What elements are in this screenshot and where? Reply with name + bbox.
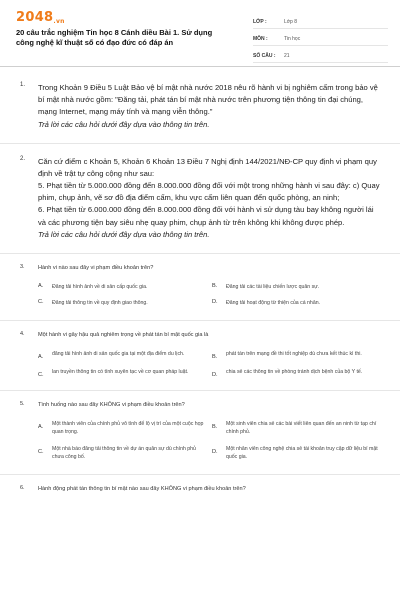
document-meta (253, 12, 388, 63)
meta-row-class (253, 12, 388, 29)
meta-label: SỐ CÂU : (253, 53, 276, 59)
answer-option-d[interactable] (212, 368, 380, 378)
question-text: Tình huống nào sau đây KHÔNG vi phạm điều khoản trên? (38, 401, 185, 408)
question-number: 1. (20, 82, 26, 88)
question-text: Một hành vi gây hậu quả nghiêm trọng về phát tán bí mật quốc gia là (38, 331, 209, 338)
option-letter: B. (212, 353, 218, 360)
option-letter: A. (38, 423, 44, 430)
answer-option-c[interactable] (38, 368, 206, 378)
question-3 (0, 254, 400, 320)
meta-row-subject (253, 29, 388, 46)
option-letter: C. (38, 448, 44, 455)
meta-label: MÔN : (253, 36, 268, 42)
meta-value: 21 (284, 53, 290, 59)
answer-option-b[interactable] (212, 420, 380, 437)
question-number: 6. (20, 484, 25, 491)
meta-label: LỚP : (253, 19, 267, 25)
option-letter: D. (212, 448, 218, 455)
question-note: Trả lời các câu hỏi dưới đây dựa vào thông tin trên. (38, 229, 210, 239)
option-text: Đăng tải thông tin về quy định giao thông. (52, 300, 148, 307)
answer-options (38, 350, 380, 378)
question-list (0, 72, 400, 506)
option-text: Một thành viên của chính phủ vô tình để lộ vị trí của một cuộc họp quan trọng. (52, 420, 204, 436)
answer-option-c[interactable] (38, 299, 206, 308)
question-text: Hành vi nào sau đây vi phạm điều khoản trên? (38, 264, 154, 271)
answer-options (38, 283, 380, 308)
question-note: Trả lời các câu hỏi dưới đây dựa vào thông tin trên. (38, 119, 210, 129)
question-text: 6. Phạt tiền từ 6.000.000 đồng đến 8.000.000 đồng đối với hành vi sử dụng tàu bay không người lái và các phương tiện bay siêu nhẹ quay phim, chụp ảnh từ trên không khi không được phép. (38, 205, 374, 227)
answer-option-b[interactable] (212, 350, 380, 360)
option-letter: D. (212, 299, 218, 306)
question-number: 4. (20, 330, 25, 337)
question-4 (0, 321, 400, 390)
option-text: Một nhân viên công nghệ chia sẻ tài khoản truy cập dữ liệu bí mật quốc gia. (226, 445, 378, 461)
question-number: 2. (20, 155, 26, 162)
option-text: Một nhà báo đăng tải thông tin về dự án quân sự dù chính phủ chưa công bố. (52, 445, 196, 461)
question-2 (0, 144, 400, 253)
option-letter: B. (212, 423, 218, 430)
question-text: Hành động phát tán thông tin bí mật nào sau đây KHÔNG vi phạm điều khoản trên? (38, 485, 246, 492)
option-text: phát tán trên mạng đề thi tốt nghiệp dù chưa kết thúc kì thi. (226, 350, 362, 357)
question-1 (0, 72, 400, 143)
meta-value: Tin học (284, 36, 301, 42)
option-text: đăng tải hình ảnh di sản quốc gia tại một địa điểm du lịch. (52, 350, 185, 357)
option-letter: A. (38, 353, 44, 360)
question-text: Căn cứ điểm c Khoản 5, Khoản 6 Khoản 13 Điều 7 Nghị định 144/2021/NĐ-CP quy định vi phạm quy định về trật tự công cộng như sau: (38, 156, 377, 178)
meta-row-count (253, 46, 388, 63)
option-text: Đăng tải hoạt động từ thiện của cá nhân. (226, 300, 321, 307)
answer-option-d[interactable] (212, 445, 380, 462)
question-5 (0, 391, 400, 474)
answer-option-c[interactable] (38, 445, 206, 462)
logo-main: 2048 (16, 10, 54, 25)
answer-option-a[interactable] (38, 350, 206, 360)
question-6 (0, 475, 400, 506)
question-text: Trong Khoản 9 Điều 5 Luật Bảo vệ bí mật nhà nước 2018 nêu rõ hành vi bị nghiêm cấm trong bảo vệ bí mật nhà nước gồm: "Đăng tải, phát tán bí mật nhà nước trên phương tiện thông tin đại chúng, mạng Internet, mạng máy tính và mạng viễn thông." (38, 83, 378, 117)
logo-tld: .vn (53, 18, 65, 25)
option-text: Đăng tải hình ảnh về di sản cấp quốc gia. (52, 283, 148, 290)
question-text: 5. Phạt tiền từ 5.000.000 đồng đến 8.000.000 đồng đối với một trong những hành vi sau đây: c) Quay phim, chụp ảnh, vẽ sơ đồ địa điểm cấm, khu vực cấm liên quan đến quốc phòng, an ninh; (38, 181, 380, 203)
answer-options (38, 420, 380, 462)
option-text: lan truyền thông tin có tính xuyên tạc về cơ quan pháp luật. (52, 368, 189, 375)
document-title: 20 câu trắc nghiệm Tin học 8 Cánh diều Bài 1. Sử dụng công nghệ kĩ thuật số có đạo đức có đáp án (16, 28, 213, 47)
question-number: 3. (20, 263, 25, 270)
option-letter: D. (212, 371, 218, 378)
option-letter: B. (212, 282, 218, 289)
meta-value: Lớp 8 (284, 19, 298, 25)
answer-option-a[interactable] (38, 420, 206, 437)
document-header (0, 0, 400, 64)
option-text: chia sẻ các thông tin về phòng tránh dịch bệnh của bộ Y tế. (226, 368, 363, 375)
answer-option-a[interactable] (38, 283, 206, 292)
option-letter: C. (38, 371, 44, 378)
question-number: 5. (20, 400, 25, 407)
header-divider (0, 66, 400, 67)
option-text: Đăng tải các tài liệu chiến lược quân sự. (226, 283, 320, 290)
answer-option-d[interactable] (212, 299, 380, 308)
answer-option-b[interactable] (212, 283, 380, 292)
option-text: Một sinh viên chia sẻ các bài viết liên quan đến an ninh từ tạp chí chính phủ. (226, 420, 377, 436)
option-letter: A. (38, 282, 44, 289)
option-letter: C. (38, 299, 44, 306)
